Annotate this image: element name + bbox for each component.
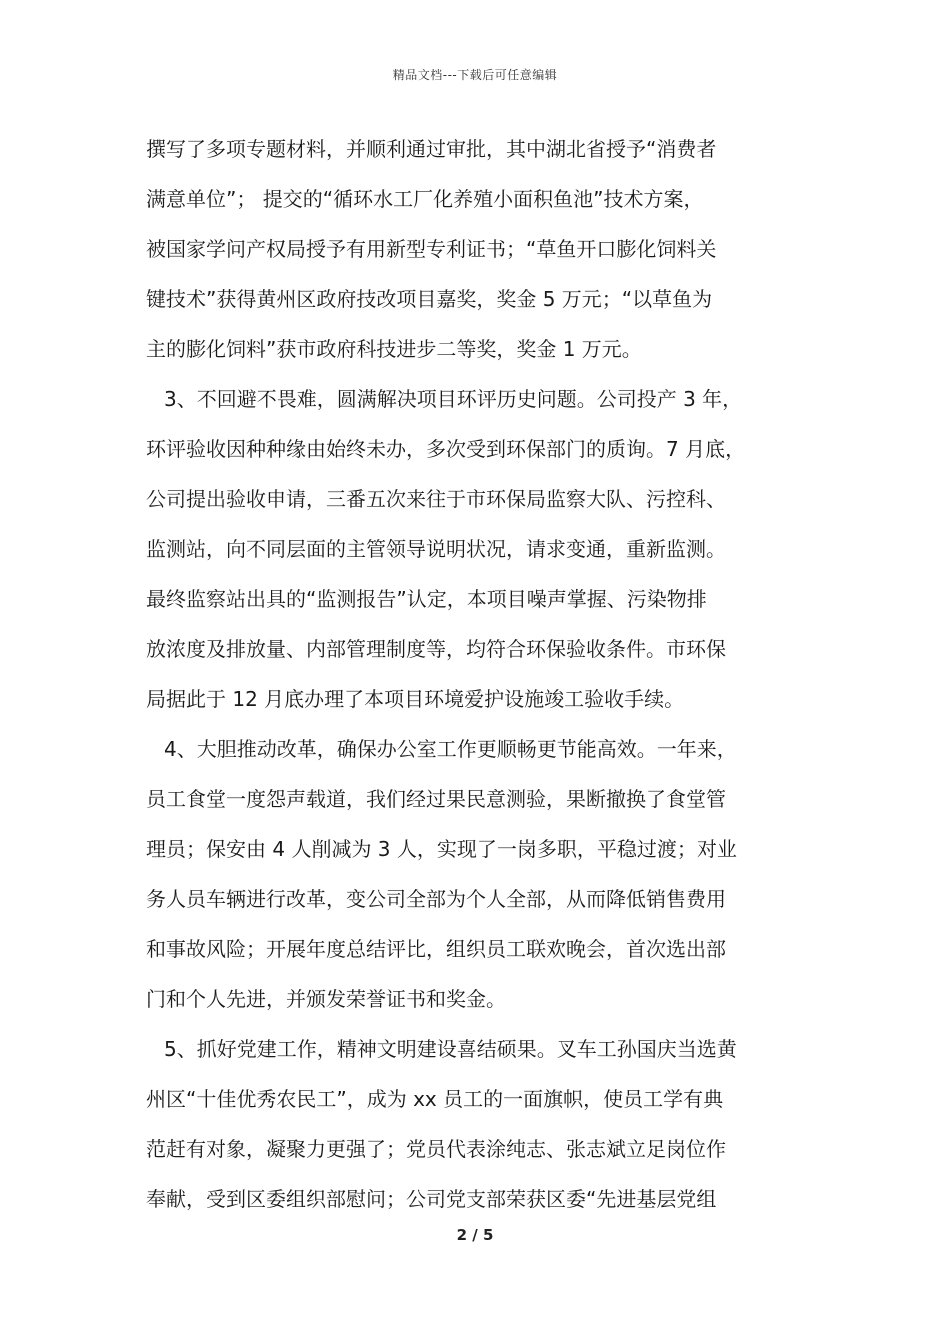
page-header: 精品文档---下载后可任意编辑 <box>392 68 558 82</box>
text-line: 最终监察站出具的“监测报告”认定，本项目噪声掌握、污染物排 <box>146 587 707 611</box>
text-line: 员工食堂一度怨声载道，我们经过果民意测验，果断撤换了食堂管 <box>146 787 726 811</box>
text-line: 满意单位”； 提交的“循环水工厂化养殖小面积鱼池”技术方案， <box>146 187 704 211</box>
text-line: 公司提出验收申请，三番五次来往于市环保局监察大队、污控科、 <box>146 487 726 511</box>
text-line: 撰写了多项专题材料，并顺利通过审批，其中湖北省授予“消费者 <box>146 137 717 161</box>
text-line: 键技术”获得黄州区政府技改项目嘉奖，奖金 5 万元；“以草鱼为 <box>146 287 713 311</box>
text-line: 门和个人先进，并颁发荣誉证书和奖金。 <box>146 987 506 1011</box>
text-line: 州区“十佳优秀农民工”，成为 xx 员工的一面旗帜，使员工学有典 <box>146 1087 724 1111</box>
text-line: 奉献，受到区委组织部慰问；公司党支部荣获区委“先进基层党组 <box>146 1187 717 1211</box>
text-line: 被国家学问产权局授予有用新型专利证书；“草鱼开口膨化饲料关 <box>146 237 717 261</box>
text-line: 环评验收因种种缘由始终未办，多次受到环保部门的质询。7 月底， <box>146 437 746 461</box>
text-line: 局据此于 12 月底办理了本项目环境爱护设施竣工验收手续。 <box>146 687 685 711</box>
text-line: 范赶有对象，凝聚力更强了；党员代表涂纯志、张志斌立足岗位作 <box>146 1137 726 1161</box>
text-line: 主的膨化饲料”获市政府科技进步二等奖，奖金 1 万元。 <box>146 337 642 361</box>
text-line: 放浓度及排放量、内部管理制度等，均符合环保验收条件。市环保 <box>146 637 726 661</box>
document-body <box>146 124 820 1224</box>
paragraph-start-line: 5、抓好党建工作，精神文明建设喜结硕果。叉车工孙国庆当选黄 <box>164 1037 737 1061</box>
text-line: 监测站，向不同层面的主管领导说明状况，请求变通，重新监测。 <box>146 537 726 561</box>
text-line: 理员；保安由 4 人削减为 3 人，实现了一岗多职，平稳过渡；对业 <box>146 837 737 861</box>
text-line: 务人员车辆进行改革，变公司全部为个人全部，从而降低销售费用 <box>146 887 726 911</box>
text-line: 和事故风险；开展年度总结评比，组织员工联欢晚会，首次选出部 <box>146 937 726 961</box>
paragraph-start-line: 4、大胆推动改革，确保办公室工作更顺畅更节能高效。一年来， <box>164 737 737 761</box>
paragraph-start-line: 3、不回避不畏难，圆满解决项目环评历史问题。公司投产 3 年， <box>164 387 743 411</box>
page-number: 2 / 5 <box>456 1226 494 1244</box>
